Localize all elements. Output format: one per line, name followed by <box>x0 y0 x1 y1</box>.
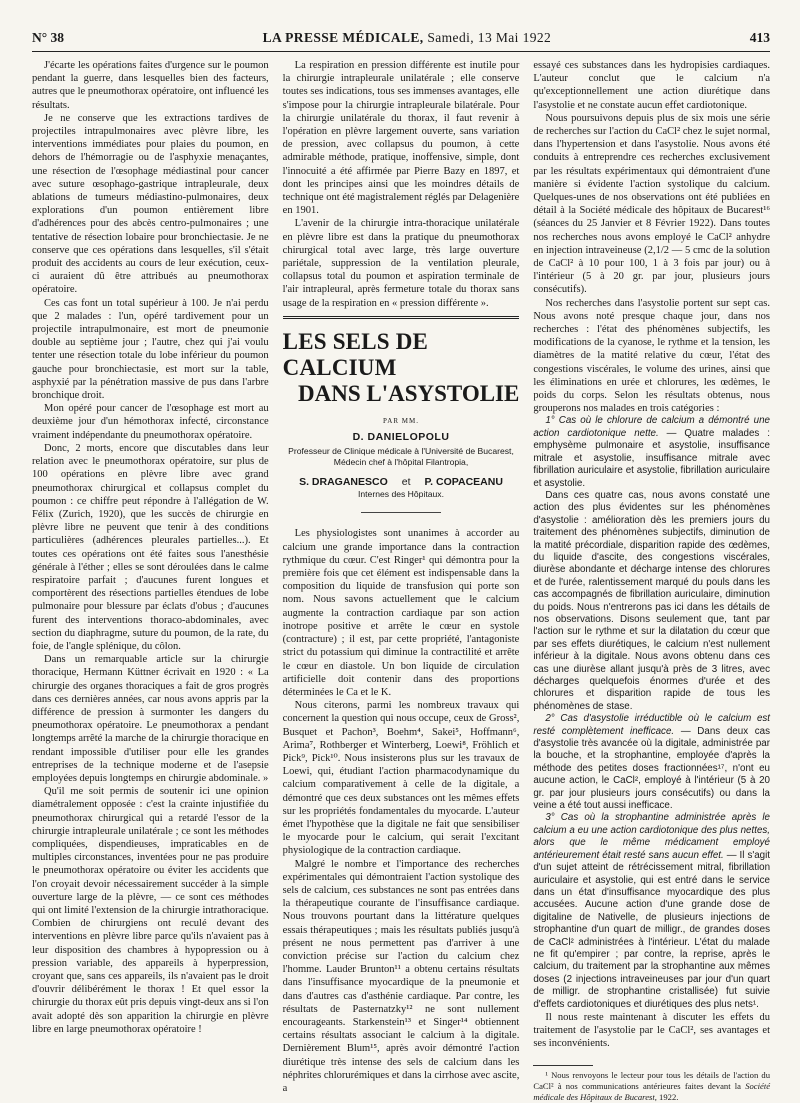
paragraph: Malgré le nombre et l'importance des recherches expérimentales qui démontraient l'action systolique des sels de calcium, ces substances ne sont pas entrées dans la thérapeutique courante de l'insuffisance cardiaque. Nous trouvons pourtant dans la littérature quelques essais thérapeutiques ; mais les résultats publiés jusqu'à présent ne nous permettent pas d'arriver à une conviction précise sur l'action du calcium chez l'homme. Lauder Brunton¹¹ a obtenu certains résultats dans l'insuffisance myocardique de la pneumonie et dans d'autres cas d'asthénie cardiaque. Par contre, les résultats de Pasternatzky¹² ne sont nullement encourageants. Starkenstein¹³ et Singer¹⁴ obtiennent certains résultats associant le calcium à la digitale. Dernièrement Blum¹⁵, après avoir démontré l'action diurétique très intense des sels de calcium dans les néphrites chlorurémiques et dans la cirrhose avec ascite, a <box>282 858 520 1094</box>
case-heading: 1° Cas où le chlorure de calcium a démontré une action cardiotonique nette. <box>533 415 771 439</box>
author-affiliation <box>283 446 520 468</box>
author-danielopolu: D. DANIELOPOLU <box>352 431 450 444</box>
co-authors <box>283 476 520 489</box>
page-number: 413 <box>749 30 770 45</box>
author-copaceanu: P. COPACEANU <box>424 476 503 489</box>
author-draganesco: S. DRAGANESCO <box>299 476 388 489</box>
paragraph: essayé ces substances dans les hydropisies cardiaques. L'auteur conclut que le calcium n'a qu'exceptionnellement une action diurétique dans l'asystolie et ne constate aucun effet cardiotonique. <box>533 60 771 111</box>
running-head <box>32 30 770 52</box>
case-heading: 3° Cas où la strophantine administrée après le calcium a eu une action cardiotonique des plus nettes, alors que le même médicament employé antérieurement était resté sans aucun effet. <box>533 812 771 861</box>
paragraph: Ces cas font un total supérieur à 100. Je n'ai perdu que 2 malades : l'un, opéré tardivement pour un projectile intrapulmonaire, est mort de pneumonie double au septième jour ; l'autre, chez qui j'ai voulu tenter une résection totale du lobe inférieur du poumon gauche pour bronchiectasie, est mort sur la table, asphyxié par la pénétration massive de pus dans l'arbre bronchique droit. <box>32 297 269 402</box>
column-3 <box>533 59 770 1103</box>
paragraph: Dans un remarquable article sur la chirurgie thoracique, Hermann Küttner écrivait en 1920 : « La chirurgie des organes thoraciques a fait de gros progrès dans ces dernières années, car nous avons appris par la différence de pression à surmonter les dangers du pneumothorax opératoire. Le pneumothorax a pendant longtemps arrêté la marche de la chirurgie thoracique en rendant impossible d'utiliser pour elle les grandes entreprises de la technique moderne et de l'asepsie employées depuis longtemps en chirurgie abdominale. » <box>32 654 269 784</box>
affiliation-line: Professeur de Clinique médicale à l'Université de Bucarest, <box>288 446 514 457</box>
case-body: — Dans deux cas d'asystolie très avancée où la digitale, administrée par la bouche, et la strophantine, employée d'après la méthode des petites doses fractionnées¹⁷, n'ont eu aucune action, le CaCl², employé à l'intérieur (5 à 20 gr. par jour plusieurs jours consécutifs) ou dans la veine a été tout aussi inefficace. <box>533 725 771 812</box>
byline-par: PAR MM. <box>383 416 419 425</box>
paragraph: Dans ces quatre cas, nous avons constaté une action des plus évidentes sur les phénomènes d'asystolie : amélioration dès les premiers jours du traitement des phénomènes subjectifs, diminution de la matité précordiale, disparition rapide des œdèmes, du liquide d'ascite, des congestions viscérales, diurèse abondante et décharge intense des chlorures et de l'urée, ralentissement marqué du pouls dans les cas accompagnés de fibrillation auriculaire, diminution du poids. Nous n'entrerons pas ici dans les détails de nos observations. Disons seulement que, tant par l'action sur le rythme et sur la dilatation du cœur que par ses effets diurétiques, le calcium n'est nullement inférieur à la digitale. Nous avons obtenu dans ces cas une diurèse allant jusqu'à près de 3 litres, avec décharges quelquefois énormes d'urée et des chlorures et disparition rapide de tous les phénomènes de stase. <box>533 489 771 712</box>
case-category-2 <box>533 713 770 812</box>
issue-date: Samedi, 13 Mai 1922 <box>427 30 552 45</box>
case-body: — Il s'agit d'un sujet atteint de rétrécissement mitral, fibrillation auriculaire et asystolie, qui est entré dans le service dans un état d'insuffisance myocardique des plus accusées. Aucune action d'une grande dose de digitaline de Nativelle, de plusieurs injections de strophantine d'un quart de milligr., de grandes doses de CaCl² administrées à l'intérieur. L'état du malade ne fit qu'empirer ; par contre, la reprise, après le calcium, du traitement par la strophantine aux mêmes doses (2 injections intraveineuses par jour d'un quart de milligr. de strophantine cristallisée) fut suivie d'effets cardiotoniques et diurétiques des plus nets¹. <box>533 849 771 1010</box>
case-category-1 <box>533 415 770 489</box>
article-title-line-2: DANS L'ASYSTOLIE <box>297 380 520 406</box>
paragraph: Nos recherches dans l'asystolie portent sur sept cas. Nous avons noté presque chaque jour, dans nos recherches : l'état des phénomènes subjectifs, les modifications de la cyanose, le rythme et la tension, les diamètres de la matité relative du cœur, l'état des congestions viscérales, le volume des urines, ainsi que les éliminations en urée et chlorures, les œdèmes, le poids du corps. Selon les résultats obtenus, nous grouperons nos malades en trois catégories : <box>533 297 771 415</box>
case-category-3 <box>533 812 770 1011</box>
paragraph: Mon opéré pour cancer de l'œsophage est mort au deuxième jour d'un hémothorax infecté, circonstance vraiment indépendante du pneumothorax opératoire. <box>32 403 269 441</box>
column-1 <box>32 59 269 1103</box>
co-authors-affiliation: Internes des Hôpitaux. <box>358 489 444 500</box>
text-columns <box>32 59 770 1103</box>
footnote-text: , 1922. <box>654 1091 679 1102</box>
footnote <box>533 1070 770 1103</box>
issue-number: N° 38 <box>32 30 65 45</box>
paragraph: L'avenir de la chirurgie intra-thoracique unilatérale en plèvre libre est dans la pratique du pneumothorax chirurgical total avec large, très large ouverture pariétale, suppression de la ventilation pleurale, collapsus total du poumon et aspiration terminale de l'air intrapleural, après fermeture totale du thorax sans usage de la respiration en « pression différente ». <box>282 218 520 309</box>
footnote-separator <box>533 1065 593 1066</box>
paragraph: Donc, 2 morts, encore que discutables dans leur relation avec le pneumothorax opératoire, sur plus de 100 opérations en plèvre libre avec grand pneumothorax chirurgical et collapsus complet du poumon : ce chiffre peut répondre à l'allégation de W. Félix (Zurich, 1920), que les succès de chirurgie en plèvre libre ne peuvent que tenir à des conditions particulières (adhérences pleurales partielles...). Et toutes ces opérations ont été faites sous l'anesthésie générale à l'éther ; elles se sont déroulées dans le calme respiratoire parfait ; d'aucunes furent longues et comportèrent des résections partielles étendues de lobe pulmonaire pour blessure par éclats d'obus ; d'aucunes furent des interventions thoraco-abdominales, avec section du diaphragme, suture du poumon, de la rate, du foie, de l'angle splénique, du côlon. <box>32 442 269 652</box>
case-heading: 2° Cas d'asystolie irréductible où le calcium est resté complètement inefficace. <box>533 713 771 737</box>
author-conjunction: et <box>401 476 411 489</box>
journal-name: LA PRESSE MÉDICALE, <box>262 30 424 45</box>
paragraph: Nous citerons, parmi les nombreux travaux qui concernent la question qui nous occupe, ceux de Gross², Busquet et Pachon³, Boehm⁴, Sakei⁵, Hoffmann⁶, Arima⁷, Rothberger et Winterberg, Loewi⁸, Fröhlich et Pick⁹, Pick¹⁰. Nous insisterons plus sur les travaux de Loewi, qui, étudiant l'action pharmacodynamique du calcium comparativement à celle de la digitale, a démontré que ces deux substances ont les mêmes effets sur les propriétés fondamentales du myocarde. L'auteur émet l'hypothèse que la digitale ne fait que sensibiliser le myocarde pour le calcium, qui serait l'excitant physiologique de la contraction cardiaque. <box>282 700 520 857</box>
footnote-text: ¹ Nous renvoyons le lecteur pour tous les détails de l'action du CaCl² à nos communications antérieures faites devant la <box>533 1069 771 1091</box>
journal-title <box>263 30 552 46</box>
paragraph: J'écarte les opérations faites d'urgence sur le poumon pendant la guerre, dans lesquelles bien des facteurs, autres que le pneumothorax opératoire, ont influencé les résultats. <box>32 60 269 111</box>
article-divider <box>283 316 520 319</box>
title-separator <box>361 512 441 513</box>
column-2 <box>283 59 520 1103</box>
paragraph: Les physiologistes sont unanimes à accorder au calcium une grande importance dans la contraction rythmique du cœur. C'est Ringer¹ qui démontra pour la première fois que cet élément est indispensable dans la composition du liquide de transfusion qui porte son nom. Nous savons actuellement que le calcium augmente la contraction cardiaque par son action inotrope positive et arrête le cœur en systole (contracture) ; il est, par cette propriété, l'antagoniste strict du potassium qui diminue la contractilité et arrête le cœur en diastole. Un bon liquide de circulation artificielle doit contenir dans des proportions déterminées le Ca et le K. <box>282 528 520 698</box>
paragraph: Je ne conserve que les extractions tardives de projectiles intrapulmonaires avec plèvre libre, les interventions immédiates pour plaies du poumon, en dehors de l'hémorragie ou de l'asphyxie menaçantes, une résection de l'œsophage médiastinal pour cancer avec suture œsophago-gastrique intrapleurale, deux ablations de tumeurs médiastino-pulmonaires, deux explorations d'un poumon entièrement libre d'adhérences pour des abcès centro-pulmonaires ; une tentative de résection lobaire pour bronchiectasie. Je ne conserve que ces opérations dans lesquelles, s'il s'était produit des accidents au cours de leur exécution, ceux-ci auraient dû être attribués au pneumothorax opératoire. <box>32 112 269 296</box>
footnote-society: Société médicale des Hôpitaux de Bucarest <box>533 1080 771 1102</box>
paragraph: Nous poursuivons depuis plus de six mois une série de recherches sur l'action du CaCl² chez le sujet normal, dans l'hypertension et dans l'asystolie. Nous avons été conduits à entreprendre ces recherches exclusivement par les résultats expérimentaux qui démontraient d'une manière si évidente l'action systolique du calcium. Quelques-unes de nos observations ont été publiées en détail à la Société médicale des hôpitaux de Bucarest¹⁶ (séances du 25 Janvier et 8 Février 1922). Dans toutes nos recherches nous avons employé le CaCl² anhydre en injection intraveineuse (2,1/2 — 5 cmc de la solution de CaCl² à 10 pour 100, 1 à 3 fois par jour) ou à l'intérieur (5 à 20 gr. par jour, plusieurs jours consécutifs). <box>533 112 771 296</box>
paragraph: Qu'il me soit permis de soutenir ici une opinion diamétralement opposée : c'est la crainte injustifiée du pneumothorax chirurgical qui a retardé l'essor de la chirurgie intrapleurale unilatérale ; ce sont les méthodes compliquées, dispendieuses, impraticables en de multiples circonstances, inventées pour ne pas produire le pneumothorax opératoire ou éviter les accidents que l'on croyait devoir nécessairement succéder à la simple ouverture large de la plèvre, — ce sont ces méthodes qui ont limité l'extension de la chirurgie intrathoracique. Combien de chirurgiens ont reculé devant des interventions en plèvre libre parce qu'ils n'avaient pas à leur disposition des chambres à hypopression ou à pression variable, des appareils à hyperpression, croyant que, sans ces appareils, ils n'avaient pas le droit d'ouvrir délibérément le thorax ! Et quel essor la chirurgie du thorax eût pris depuis vingt-deux ans si l'on avait adopté dès son apparition la chirurgie en plèvre libre en large pneumothorax opératoire ! <box>32 786 269 1035</box>
article-title-line-1: LES SELS DE CALCIUM <box>282 328 429 380</box>
affiliation-line: Médecin chef à l'hôpital Filantropia, <box>333 457 469 468</box>
paragraph: La respiration en pression différente est inutile pour la chirurgie intrapleurale unilatérale ; elle conserve toutes ses indications, tous ses immenses avantages, elle s'impose pour la chirurgie intrapleurale bilatérale. Pour la chirurgie unilatérale du thorax, il faut revenir à l'opération en plèvre largement ouverte, sans variation de pression, avec collapsus du poumon, à cette admirable méthode, pratique, inoffensive, simple, dont l'innocuité a été affirmée par Pierre Bazy en 1897, et dont les principes ainsi que les moindres détails de technique ont été magistralement réglés par Delagenière en 1901. <box>282 60 520 217</box>
case-body: — Quatre malades : emphysème pulmonaire et asystolie, insuffisance mitrale et asystolie, insuffisance mitrale avec fibrillation auriculaire et asystolie, fibrillation auriculaire et asystolie. <box>533 427 771 489</box>
paragraph: Il nous reste maintenant à discuter les effets du traitement de l'asystolie par le CaCl², ses avantages et ses inconvénients. <box>533 1011 771 1050</box>
